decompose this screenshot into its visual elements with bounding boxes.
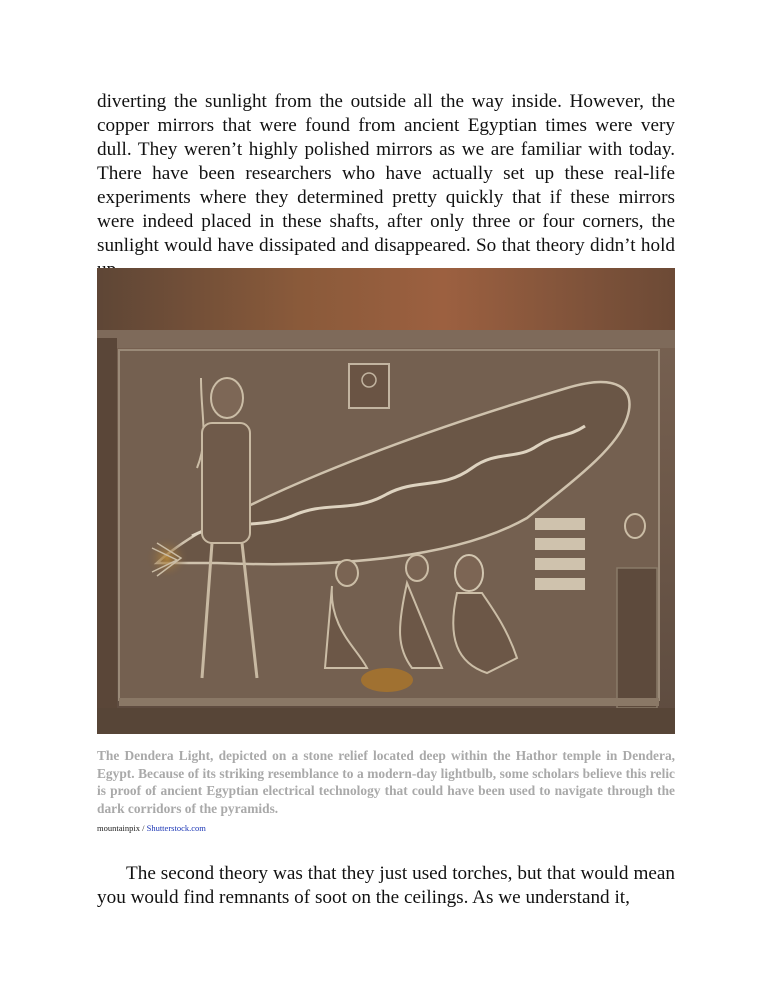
body-paragraph: diverting the sunlight from the outside all the way inside. However, the copper mirrors that were found from ancient Egyptian times were very dull. They weren’t highly polished mirrors as we are familiar with today. There have been researchers who have actually set up these real-life experiments where they determined pretty quickly that if these mirrors were indeed placed in these shafts, after only three or four corners, the sunlight would have dissipated and disappeared. So that theory didn’t hold xyxy=(97,91,675,256)
body-paragraph-2: The second theory was that they just used torches, but that would mean you would find remnants of soot on the ceilings. As we understand it, xyxy=(97,863,675,908)
credit-author: mountainpix / xyxy=(97,823,147,833)
photo-credit xyxy=(97,823,206,834)
dendera-relief-photo xyxy=(97,268,675,734)
credit-source-link[interactable]: Shutterstock.com xyxy=(146,823,206,833)
figure-caption: The Dendera Light, depicted on a stone relief located deep within the Hathor temple in Dendera, Egypt. Because of its striking resemblance to a modern-day lightbulb, some scholars believe this relic is proof of ancient Egyptian electrical technology that could have been used to navigate through the dark corridors of the pyramids. xyxy=(97,748,675,816)
